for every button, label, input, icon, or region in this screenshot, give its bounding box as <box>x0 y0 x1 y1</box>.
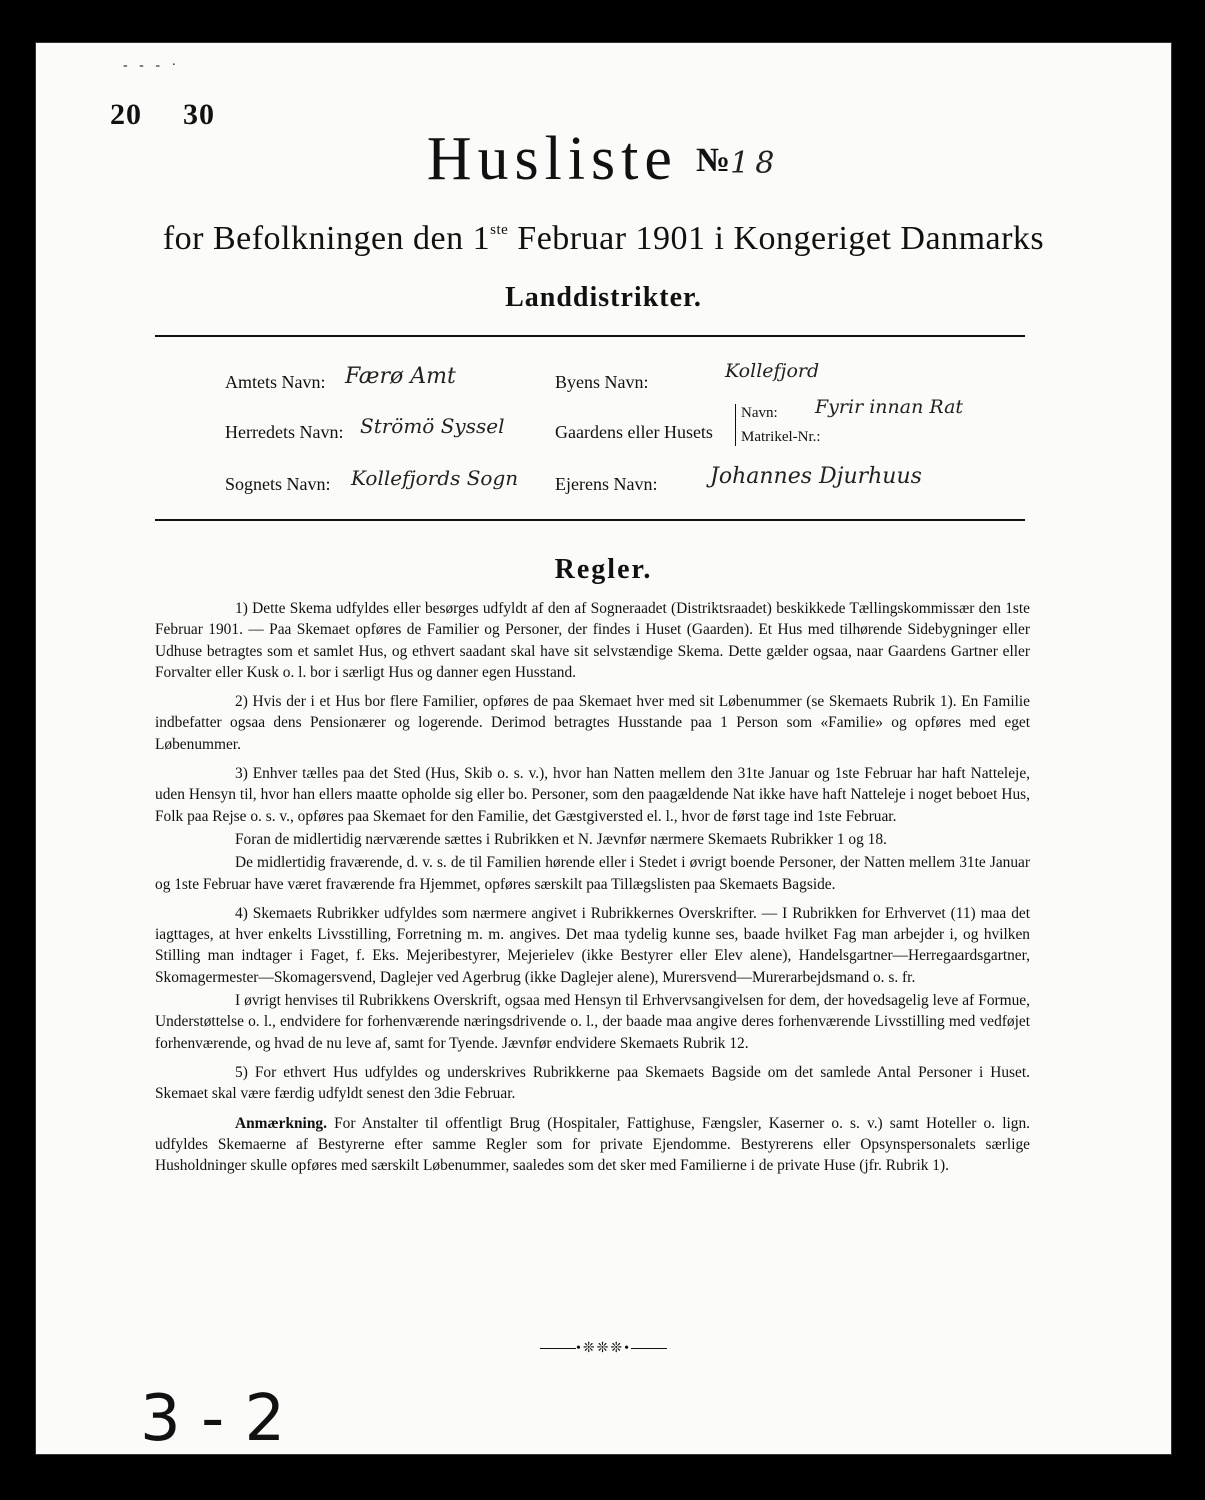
district-type: Landdistrikter. <box>505 282 702 313</box>
form-title <box>35 124 1172 195</box>
rule-note: Anmærkning. For Anstalter til offentligt Brug (Hospitaler, Fattighuse, Fængsler, Kaserner o. s. v.) samt Hoteller o. lign. udfyldes Skemaerne af Bestyrerne efter samme Regler som for private Ejendomme. Bestyrerens eller Opsynspersonalets særlige Husholdninger skulle opføres med særskilt Løbenummer, saaledes som det sker med Familierne i de private Huse (jfr. Rubrik 1). <box>155 1114 1030 1175</box>
pencil-annotation: 3 - 2 <box>140 1382 286 1456</box>
ornament-divider: •❊❊❊• <box>35 1340 1172 1357</box>
number-sign: № <box>695 142 731 179</box>
amt-label: Amtets Navn: <box>225 372 326 392</box>
herred-label: Herredets Navn: <box>225 422 344 442</box>
amt-value: Færø Amt <box>345 364 456 389</box>
rule-1: 1) Dette Skema udfyldes eller besørges udfyldt af den af Sogneraadet (Distriktsraadet) beskikkede Tællingskommissær den 1ste Februar 1901. — Paa Skemaet opføres de Familier og Personer, der findes i Huset (Gaarden). Et Hus med tilhørende Sidebygninger eller Udhuse betragtes som et samlet Hus, og ethvert saadant skal have sit selvstændige Skema. Dette gælder ogsaa, naar Gaardens Gartner eller Forvalter eller Kusk o. l. bor i særligt Hus og danner egen Husstand. <box>155 600 1030 681</box>
gaard-navn-value: Fyrir innan Rat <box>815 396 964 418</box>
matrikel-label: Matrikel-Nr.: <box>741 429 821 445</box>
rule-4-ovrigt: I øvrigt henvises til Rubrikkens Overskrift, ogsaa med Hensyn til Erhvervsangivelsen for dem, der hovedsagelig leve af Formue, Understøttelse o. l., endvidere for forhenværende næringsdrivende o. l., der baade maa angive deres forhenværende Livsstilling med vedføjet forhenværende, og hvad de nu leve af, samt for Tyende. Jævnfør endvidere Skemaets Rubrik 12. <box>155 992 1030 1052</box>
sogn-value: Kollefjords Sogn <box>351 466 519 490</box>
ejer-value: Johannes Djurhuus <box>710 464 922 489</box>
census-form <box>35 42 1172 1455</box>
rule-3-fravaerende: De midlertidig fraværende, d. v. s. de til Familien hørende eller i Stedet i øvrigt boende Personer, der Natten mellem 31te Januar og 1ste Februar have været fraværende fra Hjemmet, opføres særskilt paa Tillægslisten paa Skemaets Bagside. <box>155 854 1030 893</box>
rule-3: 3) Enhver tælles paa det Sted (Hus, Skib o. s. v.), hvor han Natten mellem den 31te Januar og 1ste Februar har haft Natteleje, uden Hensyn til, hvor han ellers maatte opholde sig eller bo. Personer, som den paagældende Nat ikke have haft Natteleje i noget beboet Hus, Folk paa Rejse o. s. v., opføres paa Skemaet for den Familie, det Gæstgiversted el. l., hvor de først tage ind 1ste Februar. <box>155 765 1030 825</box>
ejer-label: Ejerens Navn: <box>555 474 658 494</box>
note-label: Anmærkning. <box>235 1114 327 1132</box>
rule-2: 2) Hvis der i et Hus bor flere Familier, opføres de paa Skemaet hver med sit Løbenummer (se Skemaets Rubrik 1). En Familie indbefatter ogsaa dens Pensionærer og logerende. Derimod betragtes Husstande paa 1 Person som «Familie» og opføres med eget Løbenummer. <box>155 693 1030 753</box>
archive-number-left: 20 <box>110 98 142 131</box>
house-list-number: 18 <box>730 146 781 181</box>
gaard-navn-label: Navn: <box>741 405 778 421</box>
rules-text <box>155 598 1030 1184</box>
title-text: Husliste <box>426 125 678 193</box>
gaard-label: Gaardens eller Husets <box>555 422 713 442</box>
top-divider <box>155 335 1025 337</box>
bottom-divider <box>155 519 1025 521</box>
by-label: Byens Navn: <box>555 372 649 392</box>
archive-number-right: 30 <box>183 98 215 131</box>
rule-3-foran: Foran de midlertidig nærværende sættes i Rubrikken et N. Jævnfør nærmere Skemaets Rubrikker 1 og 18. <box>235 830 887 848</box>
rules-heading: Regler. <box>554 554 653 585</box>
rule-4: 4) Skemaets Rubrikker udfyldes som nærmere angivet i Rubrikkernes Overskrifter. — I Rubrikken for Erhvervet (11) maa det iagttages, at hver enkelts Livsstilling, Forretning m. m. angives. Det maa tydelig kunne ses, baade hvilket Fag man arbejder i, og hvilken Stilling man indtager i Faget, f. Eks. Mejeribestyrer, Mejerielev (ikke Bestyrer eller Elev alene), Handelsgartner—Herregaardsgartner, Skomagermester—Skomagersvend, Daglejer ved Agerbrug (ikke Daglejer alene), Murersvend—Murerarbejdsmand o. s. fr. <box>155 904 1030 986</box>
sogn-label: Sognets Navn: <box>225 474 331 494</box>
scanner-marks: - - - · <box>123 58 181 73</box>
rule-5: 5) For ethvert Hus udfyldes og underskrives Rubrikkerne paa Skemaets Bagside om det samlede Antal Personer i Huset. Skemaet skal være færdig udfyldt senest den 3die Februar. <box>155 1063 1030 1103</box>
gaard-bracket <box>735 404 736 446</box>
by-value: Kollefjord <box>725 360 820 382</box>
herred-value: Strömö Syssel <box>360 414 505 438</box>
form-subtitle: for Befolkningen den 1ste Februar 1901 i Kongeriget Danmarks <box>162 220 1045 257</box>
